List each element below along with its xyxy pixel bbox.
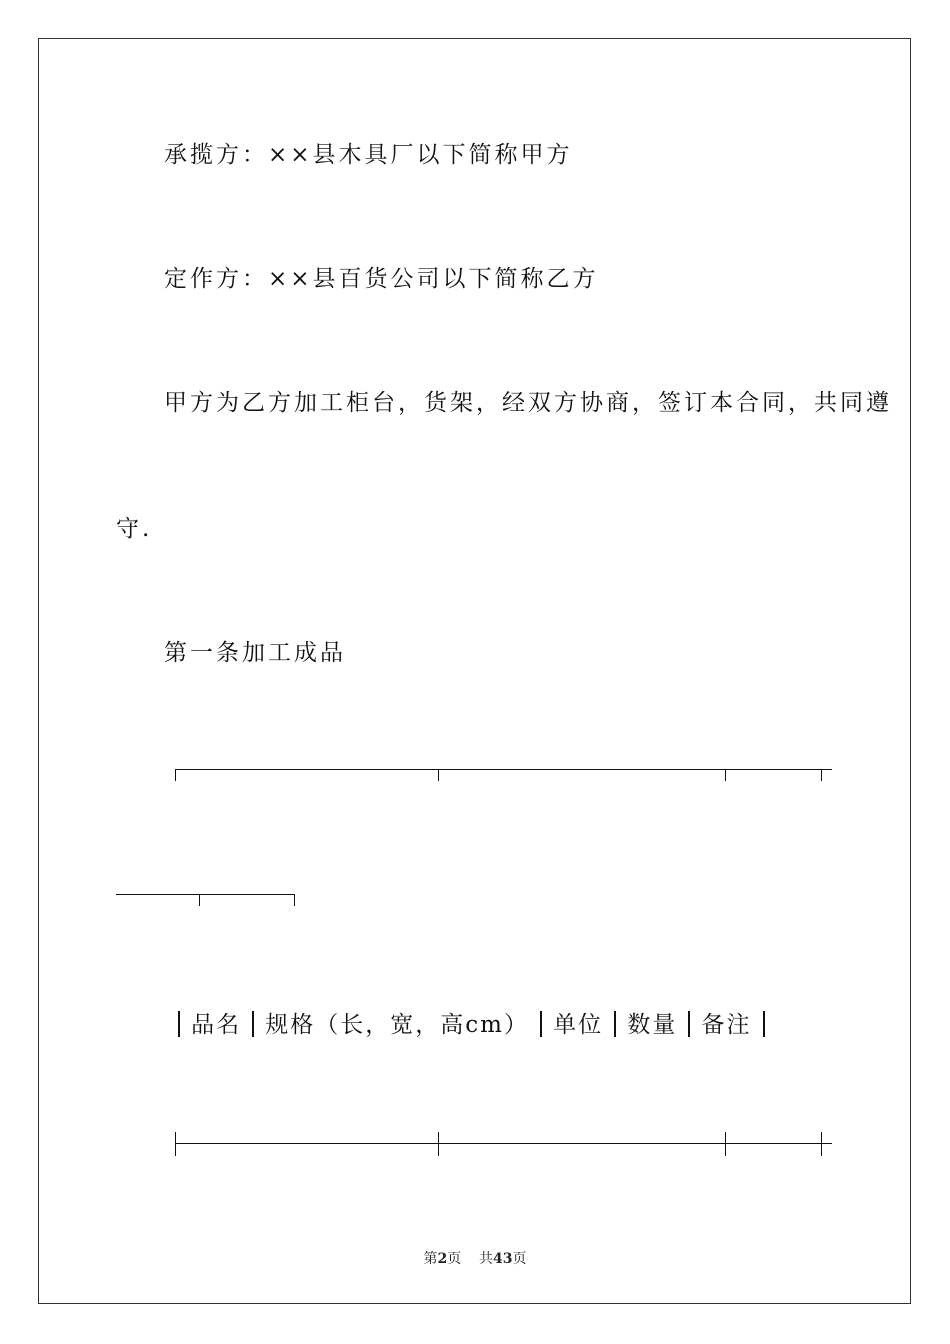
total-suffix: 页	[512, 1251, 527, 1267]
page-footer	[0, 1248, 950, 1268]
page-border	[38, 38, 911, 1304]
header-cell-spec: 规格（长，宽，高cm）	[265, 1012, 529, 1038]
cell-divider	[252, 1011, 254, 1037]
cell-divider	[540, 1011, 542, 1037]
total-pages: 43	[493, 1251, 513, 1267]
page-number: 2	[437, 1251, 448, 1267]
header-cell-remarks: 备注	[701, 1012, 752, 1038]
header-cell-unit: 单位	[553, 1012, 604, 1038]
table-header-row	[172, 1006, 771, 1039]
client-line: 定作方：××县百货公司以下简称乙方	[164, 266, 599, 292]
cell-divider	[763, 1011, 765, 1037]
agreement-line: 甲方为乙方加工柜台，货架，经双方协商，签订本合同，共同遵	[164, 390, 892, 416]
agreement-line-continued: 守.	[116, 516, 153, 542]
cell-divider	[614, 1011, 616, 1037]
header-cell-name: 品名	[191, 1012, 242, 1038]
total-prefix: 共	[479, 1251, 494, 1267]
cell-divider	[688, 1011, 690, 1037]
page-suffix: 页	[447, 1251, 462, 1267]
header-cell-quantity: 数量	[627, 1012, 678, 1038]
article-one-heading: 第一条加工成品	[164, 640, 346, 666]
page-prefix: 第	[423, 1251, 438, 1267]
cell-divider	[178, 1011, 180, 1037]
contractor-line: 承揽方：××县木具厂以下简称甲方	[164, 142, 573, 168]
